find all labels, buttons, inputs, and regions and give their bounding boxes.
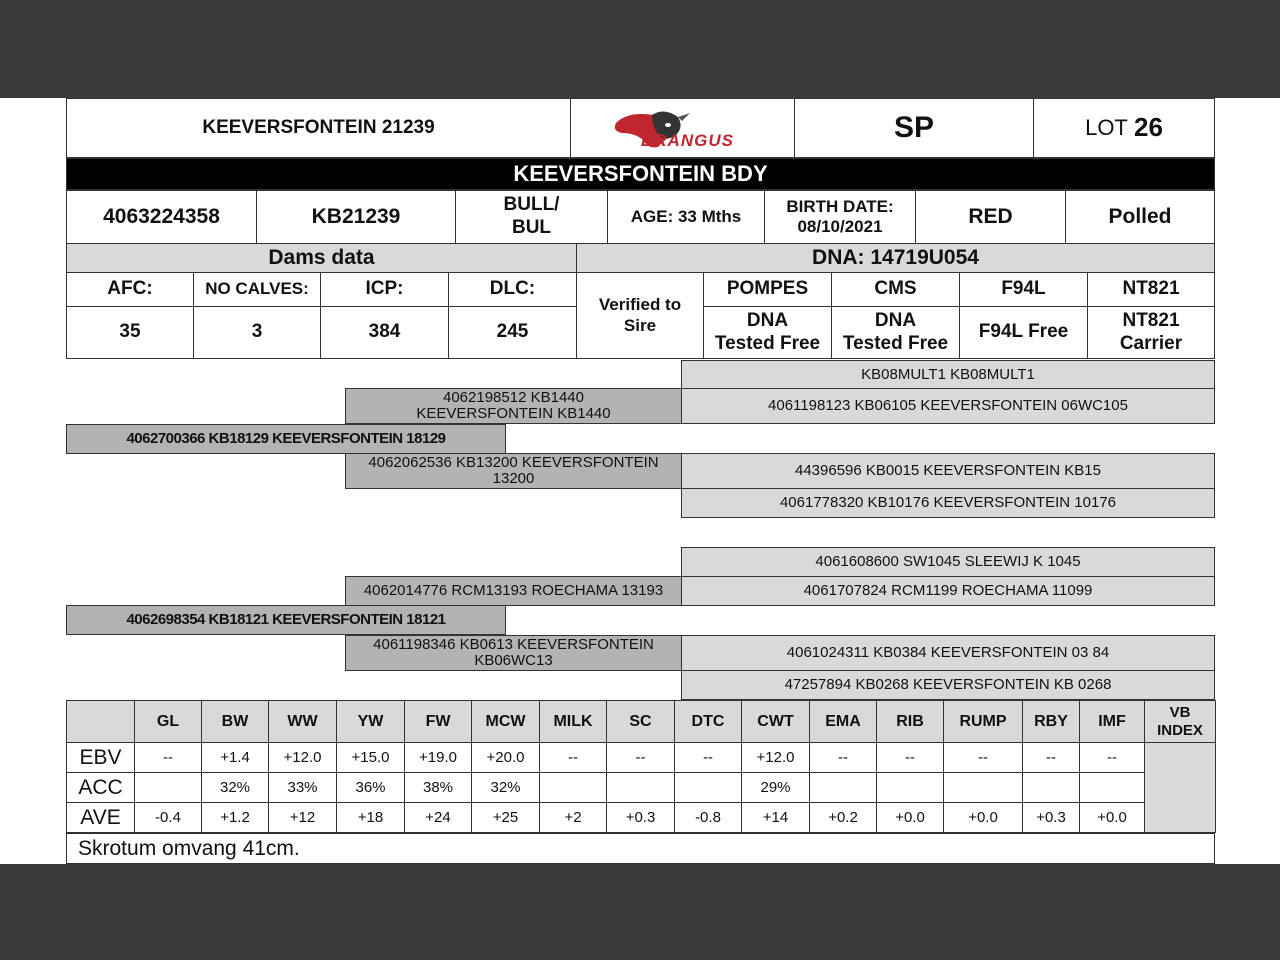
lot-box bbox=[1033, 98, 1215, 158]
ebv-corner bbox=[66, 700, 135, 743]
animal-sex bbox=[455, 190, 608, 244]
pedigree-text: 47257894 KB0268 KEEVERSFONTEIN KB 0268 bbox=[784, 676, 1112, 693]
ebv-cell bbox=[336, 772, 405, 803]
reg-number bbox=[66, 190, 257, 244]
ebv-cell bbox=[606, 802, 675, 833]
dna-result-line: Tested Free bbox=[714, 332, 821, 354]
ebv-header-text: SC bbox=[629, 712, 652, 730]
verified-text: Verified to Sire bbox=[598, 295, 682, 335]
dams-value-text: 3 bbox=[251, 321, 263, 343]
ebv-cell bbox=[539, 802, 607, 833]
ebv-header-rump bbox=[943, 700, 1023, 743]
ebv-row-label-text: ACC bbox=[78, 775, 123, 799]
dna-header-text: CMS bbox=[874, 278, 917, 300]
ebv-value-text: -- bbox=[838, 748, 848, 766]
ebv-cell bbox=[336, 742, 405, 773]
herd-banner-text: KEEVERSFONTEIN BDY bbox=[513, 160, 768, 186]
dna-result-cms bbox=[831, 306, 960, 359]
ebv-header-fw bbox=[404, 700, 472, 743]
pedigree-dam-sire-sire bbox=[681, 547, 1215, 577]
ebv-value-text: -- bbox=[163, 748, 173, 766]
dna-result-pompes bbox=[703, 306, 832, 359]
animal-id-text: KB21239 bbox=[311, 205, 401, 229]
ebv-cell bbox=[268, 772, 337, 803]
ebv-value-text: +14 bbox=[762, 808, 789, 826]
reg-number-text: 4063224358 bbox=[103, 205, 220, 229]
ebv-cell bbox=[404, 772, 472, 803]
ebv-header-rib bbox=[876, 700, 944, 743]
ebv-header-text: MCW bbox=[485, 712, 526, 730]
animal-id bbox=[256, 190, 456, 244]
ebv-cell bbox=[943, 802, 1023, 833]
ebv-header-text: RIB bbox=[896, 712, 924, 730]
ebv-index-value bbox=[1144, 742, 1216, 833]
ebv-value-text: +0.3 bbox=[1036, 808, 1066, 826]
dams-header-text: AFC: bbox=[107, 278, 153, 300]
pedigree-text: 4061198346 KB0613 KEEVERSFONTEIN KB06WC13 bbox=[373, 635, 654, 669]
dna-result-line: Carrier bbox=[1119, 332, 1183, 354]
ebv-value-text: 33% bbox=[287, 778, 318, 796]
pedigree-text: 4062198512 KB1440 KEEVERSFONTEIN KB1440 bbox=[416, 388, 611, 422]
ebv-value-text: +0.0 bbox=[968, 808, 998, 826]
ebv-value-text: -- bbox=[905, 748, 915, 766]
pedigree-sire-dam-dam bbox=[681, 488, 1215, 518]
ebv-value-text: -0.4 bbox=[155, 808, 181, 826]
pedigree-text: 4062062536 KB13200 KEEVERSFONTEIN 13200 bbox=[368, 453, 659, 487]
ebv-cell bbox=[471, 742, 540, 773]
ebv-cell bbox=[471, 772, 540, 803]
ebv-header-text: INDEX bbox=[1157, 721, 1203, 739]
ebv-header-text: WW bbox=[287, 712, 318, 730]
ebv-cell bbox=[674, 772, 742, 803]
dams-title bbox=[66, 243, 577, 273]
dna-header-pompes bbox=[703, 272, 832, 307]
pedigree-dam-dam bbox=[345, 635, 682, 671]
ebv-row-label-acc bbox=[66, 772, 135, 803]
ebv-cell bbox=[268, 802, 337, 833]
dna-result-f94l bbox=[959, 306, 1088, 359]
ebv-value-text: 29% bbox=[760, 778, 791, 796]
ebv-header-text: FW bbox=[425, 712, 451, 730]
ebv-header-dtc bbox=[674, 700, 742, 743]
ebv-cell bbox=[943, 742, 1023, 773]
ebv-value-text: +19.0 bbox=[419, 748, 457, 766]
ebv-cell bbox=[134, 772, 202, 803]
birth-date-value: 08/10/2021 bbox=[797, 217, 883, 236]
breed-code-text: SP bbox=[893, 111, 935, 144]
dna-result-line: F94L Free bbox=[978, 321, 1069, 343]
dna-result-nt821 bbox=[1087, 306, 1215, 359]
pedigree-sire bbox=[66, 424, 506, 454]
dna-header-text: NT821 bbox=[1122, 278, 1180, 300]
ebv-cell bbox=[404, 742, 472, 773]
ebv-value-text: -0.8 bbox=[695, 808, 721, 826]
ebv-header-text: IMF bbox=[1098, 712, 1126, 730]
ebv-cell bbox=[268, 742, 337, 773]
brand-wordmark: BRANGUS bbox=[641, 131, 734, 150]
ebv-cell bbox=[336, 802, 405, 833]
ebv-value-text: -- bbox=[1107, 748, 1117, 766]
dna-header-cms bbox=[831, 272, 960, 307]
pedigree-sire-sire bbox=[345, 388, 682, 424]
ebv-header-cwt bbox=[741, 700, 810, 743]
ebv-value-text: +24 bbox=[425, 808, 451, 826]
ebv-value-text: -- bbox=[1046, 748, 1056, 766]
dna-header-f94l bbox=[959, 272, 1088, 307]
ebv-value-text: -- bbox=[978, 748, 988, 766]
ebv-cell bbox=[674, 802, 742, 833]
pedigree-text: 4061024311 KB0384 KEEVERSFONTEIN 03 84 bbox=[786, 644, 1110, 661]
ebv-cell bbox=[876, 742, 944, 773]
ebv-header-text: RUMP bbox=[959, 712, 1007, 730]
sex-line-2: BUL bbox=[511, 217, 552, 238]
ebv-header-text: EMA bbox=[825, 712, 861, 730]
animal-color bbox=[915, 190, 1066, 244]
ebv-header-yw bbox=[336, 700, 405, 743]
dams-value-dlc bbox=[448, 306, 577, 359]
pedigree-text: 4061707824 RCM1199 ROECHAMA 11099 bbox=[803, 582, 1093, 599]
pedigree-text: 4062700366 KB18129 KEEVERSFONTEIN 18129 bbox=[126, 430, 446, 447]
ebv-cell bbox=[1022, 772, 1080, 803]
pedigree-dam-dam-sire bbox=[681, 635, 1215, 671]
age-text: AGE: 33 Mths bbox=[630, 206, 742, 226]
dams-header-icp bbox=[320, 272, 449, 307]
dams-value-text: 245 bbox=[496, 321, 529, 343]
dams-value-icp bbox=[320, 306, 449, 359]
ebv-cell bbox=[606, 772, 675, 803]
pedigree-dam-sire-dam bbox=[681, 576, 1215, 606]
ebv-cell bbox=[876, 802, 944, 833]
dams-value-calves bbox=[193, 306, 321, 359]
lot-number: 26 bbox=[1134, 112, 1163, 143]
pedigree-text: 44396596 KB0015 KEEVERSFONTEIN KB15 bbox=[794, 462, 1101, 479]
birth-date bbox=[764, 190, 916, 244]
animal-age bbox=[607, 190, 765, 244]
ebv-cell bbox=[741, 772, 810, 803]
ebv-value-text: +1.4 bbox=[220, 748, 250, 766]
ebv-header-gl bbox=[134, 700, 202, 743]
breed-code bbox=[794, 98, 1034, 158]
ebv-value-text: +12.0 bbox=[283, 748, 322, 766]
ebv-header-text: DTC bbox=[691, 712, 725, 730]
birth-date-label: BIRTH DATE: bbox=[786, 196, 894, 216]
ebv-header-bw bbox=[201, 700, 269, 743]
ebv-value-text: -- bbox=[703, 748, 713, 766]
ebv-cell bbox=[741, 742, 810, 773]
pedigree-sire-dam-sire bbox=[681, 453, 1215, 489]
ebv-cell bbox=[741, 802, 810, 833]
dams-header-text: ICP: bbox=[365, 278, 404, 300]
pedigree-text: 4061778320 KB10176 KEEVERSFONTEIN 10176 bbox=[779, 494, 1117, 511]
ebv-cell bbox=[404, 802, 472, 833]
dna-header-text: POMPES bbox=[726, 278, 809, 300]
note-text: Skrotum omvang 41cm. bbox=[78, 836, 300, 860]
ebv-value-text: +0.2 bbox=[828, 808, 858, 826]
ebv-value-text: +25 bbox=[492, 808, 519, 826]
dna-result-line: DNA bbox=[746, 309, 789, 331]
dna-header-nt821 bbox=[1087, 272, 1215, 307]
ebv-cell bbox=[876, 772, 944, 803]
pedigree-text: 4061198123 KB06105 KEEVERSFONTEIN 06WC105 bbox=[768, 397, 1128, 414]
sex-line-1: BULL/ bbox=[503, 194, 560, 216]
ebv-value-text: +0.0 bbox=[1097, 808, 1127, 826]
ebv-header-text: BW bbox=[221, 712, 249, 730]
pedigree-text: KB08MULT1 KB08MULT1 bbox=[861, 365, 1035, 383]
dna-result-line: DNA bbox=[874, 309, 917, 331]
animal-name bbox=[66, 98, 571, 158]
ebv-cell bbox=[674, 742, 742, 773]
ebv-cell bbox=[201, 802, 269, 833]
dams-title-text: Dams data bbox=[268, 246, 375, 270]
dams-header-afc bbox=[66, 272, 194, 307]
ebv-cell bbox=[943, 772, 1023, 803]
dams-header-text: NO CALVES: bbox=[205, 279, 309, 299]
ebv-cell bbox=[1079, 802, 1145, 833]
ebv-value-text: +0.0 bbox=[895, 808, 925, 826]
lot-sheet bbox=[0, 98, 1280, 864]
ebv-cell bbox=[201, 742, 269, 773]
pedigree-sire-dam bbox=[345, 453, 682, 489]
brangus-logo bbox=[570, 98, 795, 158]
dna-title-text: DNA: 14719U054 bbox=[812, 246, 979, 270]
ebv-header-imf bbox=[1079, 700, 1145, 743]
ebv-header-text: GL bbox=[156, 712, 180, 730]
ebv-header-rby bbox=[1022, 700, 1080, 743]
ebv-header-ema bbox=[809, 700, 877, 743]
ebv-cell bbox=[1079, 742, 1145, 773]
herd-banner bbox=[66, 158, 1215, 190]
ebv-cell bbox=[1022, 802, 1080, 833]
ebv-value-text: 32% bbox=[490, 778, 521, 796]
ebv-header-text: VB bbox=[1169, 703, 1191, 721]
ebv-value-text: +18 bbox=[357, 808, 384, 826]
dams-value-text: 35 bbox=[119, 321, 141, 343]
lot-label: LOT bbox=[1085, 114, 1128, 140]
pedigree-sire-sire-sire bbox=[681, 360, 1215, 389]
ebv-value-text: +1.2 bbox=[220, 808, 250, 826]
verified-to-sire bbox=[576, 272, 704, 359]
note-row bbox=[66, 833, 1215, 864]
ebv-value-text: +0.3 bbox=[625, 808, 656, 826]
pedigree-dam-dam-dam bbox=[681, 670, 1215, 700]
ebv-cell bbox=[134, 802, 202, 833]
animal-name-text: KEEVERSFONTEIN 21239 bbox=[202, 116, 435, 138]
ebv-cell bbox=[201, 772, 269, 803]
ebv-header-vb-index bbox=[1144, 700, 1216, 743]
ebv-value-text: +2 bbox=[564, 808, 582, 826]
dams-value-text: 384 bbox=[368, 321, 401, 343]
ebv-value-text: -- bbox=[635, 748, 646, 766]
ebv-value-text: -- bbox=[568, 748, 578, 766]
ebv-row-label-text: AVE bbox=[80, 805, 121, 829]
ebv-value-text: +15.0 bbox=[351, 748, 390, 766]
color-text: RED bbox=[968, 205, 1013, 229]
ebv-header-text: YW bbox=[357, 712, 384, 730]
ebv-cell bbox=[809, 742, 877, 773]
ebv-cell bbox=[134, 742, 202, 773]
ebv-cell bbox=[539, 742, 607, 773]
pedigree-dam bbox=[66, 605, 506, 635]
ebv-row-label-text: EBV bbox=[79, 745, 122, 769]
ebv-header-text: MILK bbox=[553, 712, 593, 730]
dna-title bbox=[576, 243, 1215, 273]
ebv-header-mcw bbox=[471, 700, 540, 743]
dams-value-afc bbox=[66, 306, 194, 359]
ebv-row-label-ave bbox=[66, 802, 135, 833]
pedigree-text: 4062014776 RCM13193 ROECHAMA 13193 bbox=[363, 582, 664, 599]
ebv-cell bbox=[539, 772, 607, 803]
ebv-value-text: 32% bbox=[219, 778, 251, 796]
dna-result-line: Tested Free bbox=[842, 332, 949, 354]
ebv-header-sc bbox=[606, 700, 675, 743]
ebv-value-text: +20.0 bbox=[486, 748, 525, 766]
dna-header-text: F94L bbox=[1001, 278, 1046, 300]
horn-status bbox=[1065, 190, 1215, 244]
ebv-row-label-ebv bbox=[66, 742, 135, 773]
horn-text: Polled bbox=[1108, 205, 1172, 229]
ebv-value-text: 38% bbox=[422, 778, 454, 796]
ebv-header-text: CWT bbox=[757, 712, 794, 730]
ebv-value-text: +12 bbox=[289, 808, 316, 826]
ebv-value-text: 36% bbox=[355, 778, 386, 796]
ebv-header-milk bbox=[539, 700, 607, 743]
dams-header-text: DLC: bbox=[489, 278, 536, 300]
ebv-header-ww bbox=[268, 700, 337, 743]
dams-header-calves bbox=[193, 272, 321, 307]
ebv-cell bbox=[1079, 772, 1145, 803]
dna-result-line: NT821 bbox=[1122, 309, 1180, 331]
ebv-value-text: +12.0 bbox=[756, 748, 795, 766]
pedigree-sire-sire-dam bbox=[681, 388, 1215, 424]
ebv-header-text: RBY bbox=[1034, 712, 1068, 730]
pedigree-text: 4061608600 SW1045 SLEEWIJ K 1045 bbox=[815, 553, 1081, 570]
ebv-cell bbox=[809, 772, 877, 803]
ebv-cell bbox=[1022, 742, 1080, 773]
pedigree-dam-sire bbox=[345, 576, 682, 606]
ebv-cell bbox=[471, 802, 540, 833]
dams-header-dlc bbox=[448, 272, 577, 307]
ebv-cell bbox=[809, 802, 877, 833]
ebv-cell bbox=[606, 742, 675, 773]
pedigree-text: 4062698354 KB18121 KEEVERSFONTEIN 18121 bbox=[126, 611, 446, 628]
